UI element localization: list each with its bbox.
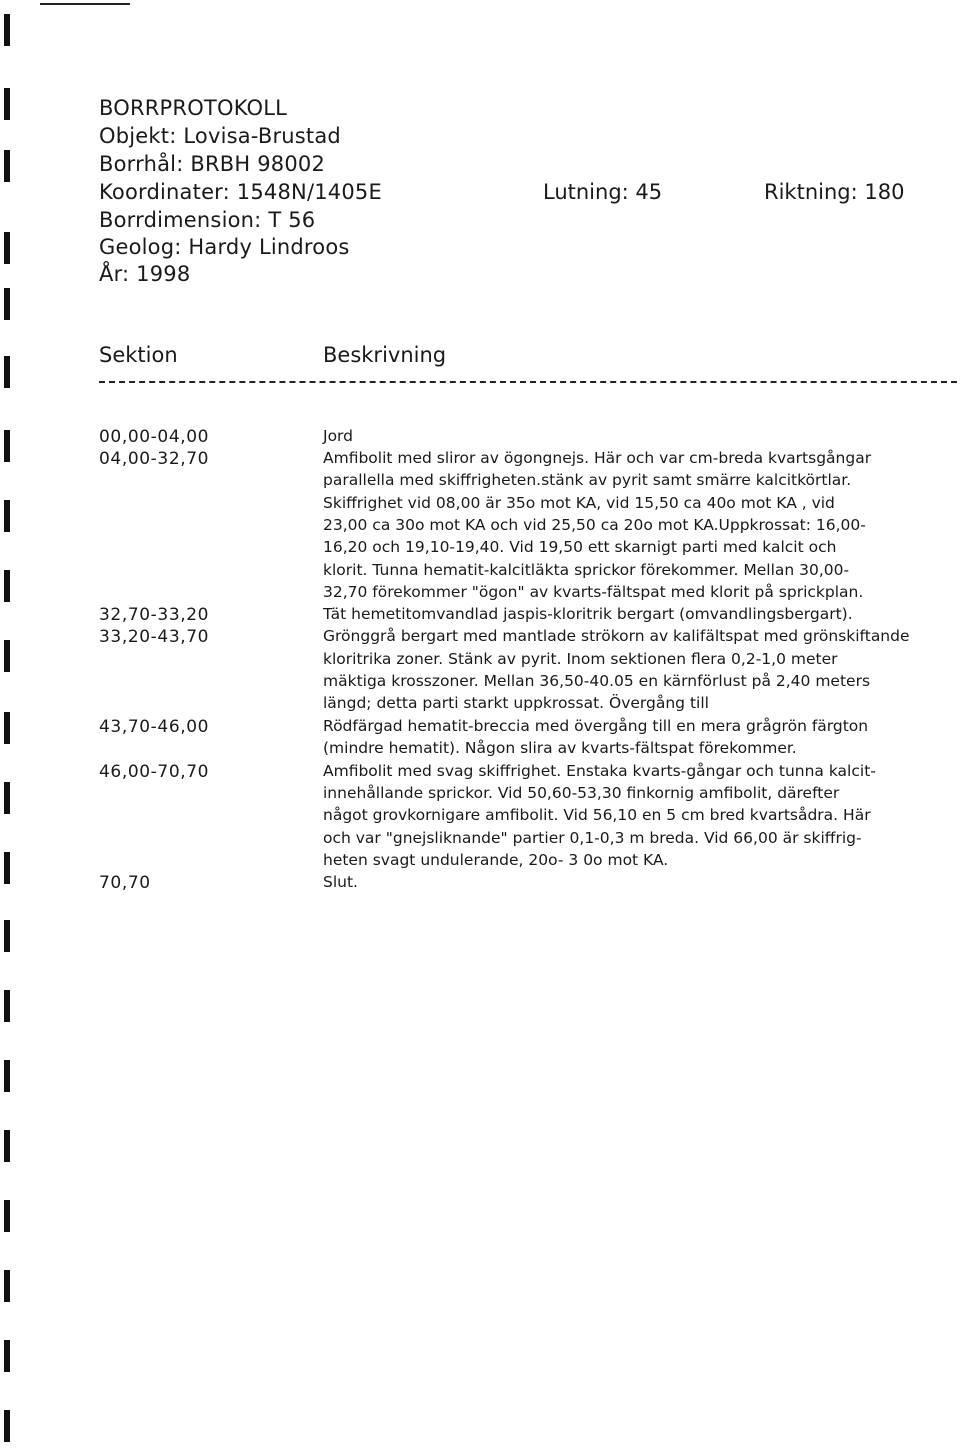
year-line: År: 1998 (99, 262, 191, 286)
description-line: Amfibolit med svag skiffrighet. Enstaka kvarts-gångar och tunna kalcit- (323, 762, 876, 780)
description-line: 16,20 och 19,10-19,40. Vid 19,50 ett skarnigt parti med kalcit och (323, 538, 837, 556)
description-line: 23,00 ca 30o mot KA och vid 25,50 ca 20o mot KA.Uppkrossat: 16,00- (323, 516, 866, 534)
section-label: 70,70 (99, 873, 151, 893)
riktning-value: Riktning: 180 (764, 180, 905, 204)
description-column-header: Beskrivning (323, 343, 447, 367)
description-line: innehållande sprickor. Vid 50,60-53,30 finkornig amfibolit, därefter (323, 784, 840, 802)
koordinater-line: Koordinater: 1548N/1405E (99, 180, 382, 204)
description-line: Skiffrighet vid 08,00 är 35o mot KA, vid 15,50 ca 40o mot KA , vid (323, 494, 835, 512)
document-title: BORRPROTOKOLL (99, 96, 288, 120)
borrhal-line: Borrhål: BRBH 98002 (99, 152, 326, 176)
geolog-line: Geolog: Hardy Lindroos (99, 235, 350, 259)
scan-margin-marks (0, 0, 14, 1452)
scan-artifact-line (40, 3, 130, 5)
objekt-line: Objekt: Lovisa-Brustad (99, 124, 341, 148)
description-line: Tät hemetitomvandlad jaspis-kloritrik bergart (omvandlingsbergart). (323, 605, 853, 623)
description-line: parallella med skiffrigheten.stänk av pyrit samt smärre kalcitkörtlar. (323, 471, 852, 489)
description-line: Jord (323, 427, 353, 445)
description-line: Amfibolit med sliror av ögongnejs. Här och var cm-breda kvartsgångar (323, 449, 872, 467)
description-line: heten svagt undulerande, 20o- 3 0o mot KA. (323, 851, 669, 869)
section-label: 43,70-46,00 (99, 717, 210, 737)
description-line: mäktiga krosszoner. Mellan 36,50-40.05 en kärnförlust på 2,40 meters (323, 672, 871, 690)
description-line: kloritrika zoner. Stänk av pyrit. Inom sektionen flera 0,2-1,0 meter (323, 650, 838, 668)
header-divider (99, 381, 957, 383)
description-line: längd; detta parti starkt uppkrossat. Övergång till (323, 694, 709, 712)
section-column-header: Sektion (99, 343, 178, 367)
description-line: något grovkornigare amfibolit. Vid 56,10 en 5 cm bred kvartsådra. Här (323, 806, 871, 824)
borrdimension-line: Borrdimension: T 56 (99, 208, 316, 232)
section-label: 33,20-43,70 (99, 627, 210, 647)
section-label: 46,00-70,70 (99, 762, 210, 782)
section-label: 04,00-32,70 (99, 449, 210, 469)
section-label: 00,00-04,00 (99, 427, 210, 447)
section-label: 32,70-33,20 (99, 605, 210, 625)
description-line: Grönggrå bergart med mantlade strökorn av kalifältspat med grönskiftande (323, 627, 910, 645)
description-line: klorit. Tunna hematit-kalcitläkta sprickor förekommer. Mellan 30,00- (323, 561, 850, 579)
description-line: och var "gnejsliknande" partier 0,1-0,3 m breda. Vid 66,00 är skiffrig- (323, 829, 862, 847)
lutning-value: Lutning: 45 (543, 180, 663, 204)
description-line: Slut. (323, 873, 358, 891)
description-line: Rödfärgad hematit-breccia med övergång till en mera grågrön färgton (323, 717, 869, 735)
description-line: (mindre hematit). Någon slira av kvarts-fältspat förekommer. (323, 739, 797, 757)
description-line: 32,70 förekommer "ögon" av kvarts-fältspat med klorit på sprickplan. (323, 583, 864, 601)
